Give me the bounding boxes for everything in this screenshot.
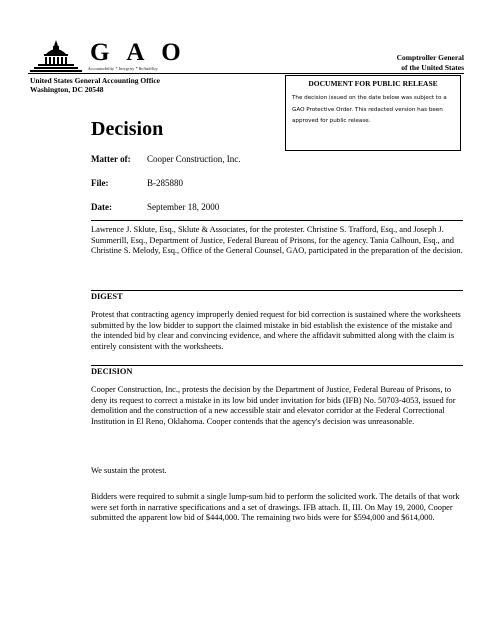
counsel-rule (91, 220, 463, 221)
comptroller-heading (397, 53, 464, 72)
decision-paragraph-1: Cooper Construction, Inc., protests the decision by the Department of Justice, Federal Bureau of Prisons, to deny its request to correct a mistake in its low bid under invitation for bids (IFB) No. 50703-4053, issued for demolition and the construction of a new accessible stair and elevator corridor at the Federal Correctional Institution in El Reno, Oklahoma. Cooper contends that the agency's decision was unreasonable. (91, 385, 456, 426)
agency-name: United States General Accounting Office (30, 76, 160, 85)
release-text: The decision issued on the date below was subject to a GAO Protective Order. This redacted version has been approved for public release. (292, 95, 447, 124)
decision-title: Decision (91, 118, 164, 140)
matter-value: Cooper Construction, Inc. (147, 154, 241, 164)
digest-paragraph: Protest that contracting agency improperly denied request for bid correction is sustained where the worksheets submitted by the low bidder to support the claimed mistake in bid establish the existence of the mistake and the intended bid by clear and convincing evidence, and where the affidavit submitted along with the claim is entirely consistent with the worksheets. (91, 310, 461, 351)
header-rule (28, 73, 464, 74)
decision-paragraph-2: We sustain the protest. (91, 466, 167, 475)
date-value: September 18, 2000 (147, 202, 220, 212)
public-release-box (285, 75, 461, 151)
counsel-paragraph: Lawrence J. Sklute, Esq., Sklute & Associates, for the protester. Christine S. Trafford, Esq., and Joseph J. Summerill, Esq., Department of Justice, Federal Bureau of Prisons, for the agency. Tania Calhoun, Esq., and Christine S. Melody, Esq., Office of the General Counsel, GAO, participated in the preparation of the decision. (91, 225, 463, 255)
decision-paragraph-3: Bidders were required to submit a single lump-sum bid to perform the solicited work. The details of that work were set forth in narrative specifications and a set of drawings. IFB attach. II, III. On May 19, 2000, Cooper submitted the apparent low bid of $444,000. The remaining two bids were for $594,000 and $614,000. (91, 492, 460, 522)
comptroller-line-2: of the United States (401, 62, 464, 72)
release-title: DOCUMENT FOR PUBLIC RELEASE (308, 79, 438, 88)
gao-building-logo-icon (30, 38, 82, 76)
file-label: File: (91, 178, 109, 188)
gao-tagline: Accountability * Integrity * Reliability (88, 66, 158, 71)
file-value: B-285880 (147, 178, 183, 188)
comptroller-line-1: Comptroller General (396, 53, 464, 62)
decision-heading: DECISION (91, 367, 133, 376)
gao-logo-text: G A O (90, 39, 187, 66)
digest-rule (91, 290, 463, 291)
agency-address (30, 76, 160, 94)
date-label: Date: (91, 202, 112, 212)
matter-label: Matter of: (91, 154, 131, 164)
agency-city: Washington, DC 20548 (30, 85, 104, 94)
decision-rule (91, 365, 463, 366)
digest-heading: DIGEST (91, 292, 123, 301)
